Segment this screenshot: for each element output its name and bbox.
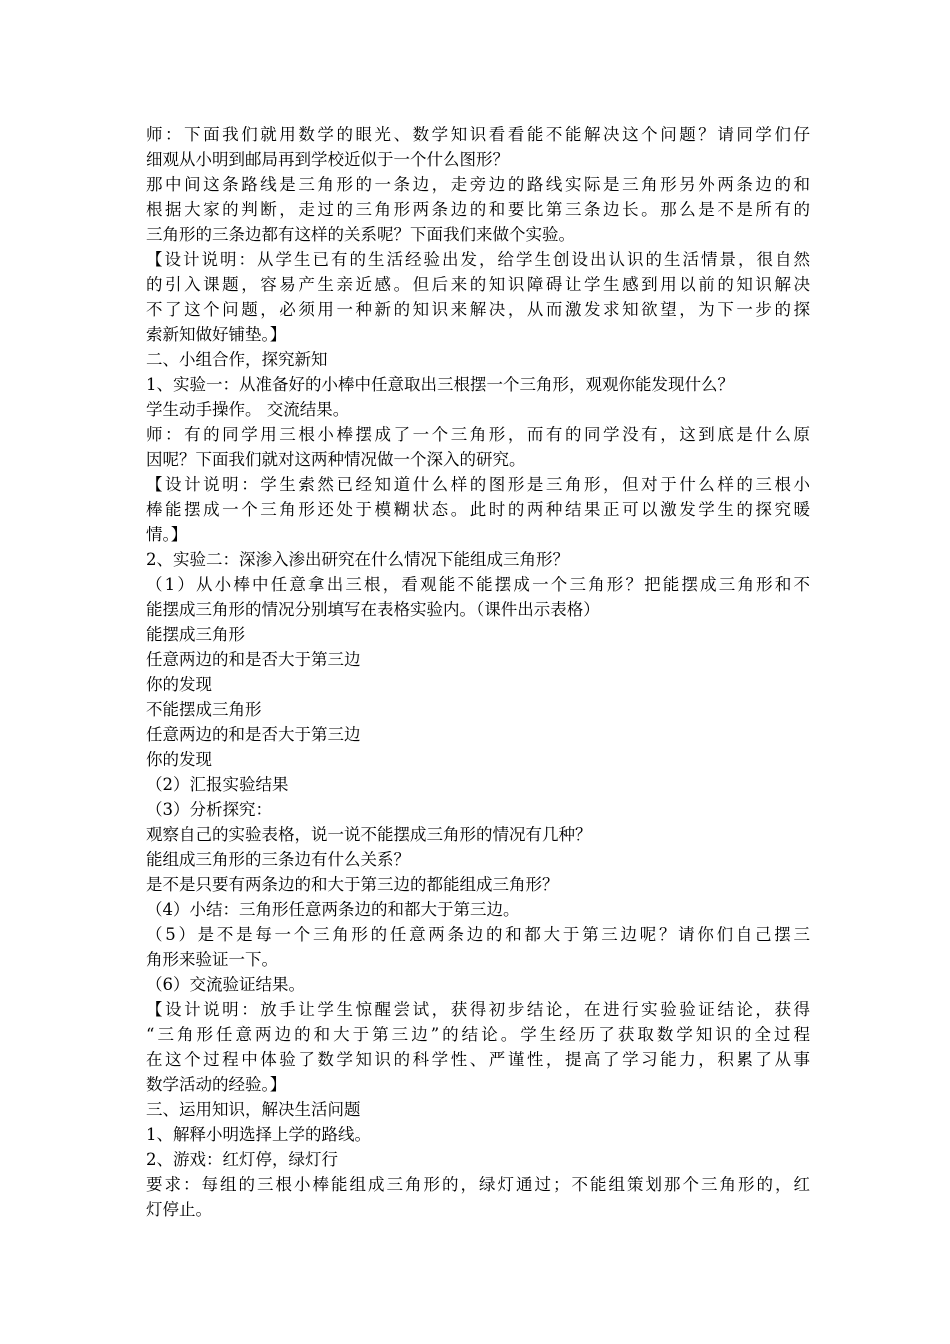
text-line: 索新知做好铺垫。】: [146, 325, 287, 344]
paragraph: [146, 397, 810, 422]
text-line: 二、小组合作，探究新知: [146, 350, 328, 369]
text-line: 棒能摆成一个三角形还处于模糊状态。此时的两种结果正可以激发学生的探究暖: [146, 500, 810, 519]
text-line: 在这个过程中体验了数学知识的科学性、严谨性，提高了学习能力，积累了从事: [146, 1050, 810, 1069]
text-line: 你的发现: [146, 675, 212, 694]
text-line: 能摆成三角形的情况分别填写在表格实验内。（课件出示表格）: [146, 600, 600, 619]
text-line: 1、实验一：从准备好的小棒中任意取出三根摆一个三角形，观观你能发现什么？: [146, 375, 734, 394]
text-line: 不了这个问题，必须用一种新的知识来解决，从而激发求知欲望，为下一步的探: [146, 300, 810, 319]
text-line: 灯停止。: [146, 1200, 212, 1219]
paragraph: [146, 822, 810, 847]
document-page: [146, 122, 810, 1222]
paragraph: [146, 1097, 810, 1122]
text-line: 要求：每组的三根小棒能组成三角形的，绿灯通过；不能组策划那个三角形的，红: [146, 1175, 810, 1194]
text-line: 是不是只要有两条边的和大于第三边的都能组成三角形？: [146, 875, 559, 894]
text-line: 2、实验二：深渗入渗出研究在什么情况下能组成三角形？: [146, 550, 569, 569]
paragraph: [146, 1172, 810, 1222]
paragraph: [146, 122, 810, 172]
text-line: 根据大家的判断，走过的三角形两条边的和要比第三条边长。那么是不是所有的: [146, 200, 810, 219]
text-line: 任意两边的和是否大于第三边: [146, 650, 361, 669]
text-line: （4）小结：三角形任意两条边的和都大于第三边。: [146, 900, 520, 919]
text-line: 学生动手操作。 交流结果。: [146, 400, 350, 419]
text-line: 师：下面我们就用数学的眼光、数学知识看看能不能解决这个问题？请同学们仔: [146, 125, 810, 144]
paragraph: [146, 872, 810, 897]
paragraph: [146, 672, 810, 697]
paragraph: [146, 997, 810, 1097]
paragraph: [146, 647, 810, 672]
text-line: 的引入课题，容易产生亲近感。但后来的知识障碍让学生感到用以前的知识解决: [146, 275, 810, 294]
text-line: 细观从小明到邮局再到学校近似于一个什么图形？: [146, 150, 509, 169]
paragraph: [146, 472, 810, 547]
text-line: 情。】: [146, 525, 188, 544]
text-line: “三角形任意两边的和大于第三边”的结论。学生经历了获取数学知识的全过程: [146, 1025, 810, 1044]
text-line: 角形来验证一下。: [146, 950, 278, 969]
paragraph: [146, 972, 810, 997]
paragraph: [146, 722, 810, 747]
paragraph: [146, 422, 810, 472]
paragraph: [146, 697, 810, 722]
text-line: （6）交流验证结果。: [146, 975, 305, 994]
text-line: 1、解释小明选择上学的路线。: [146, 1125, 371, 1144]
text-line: （3）分析探究：: [146, 800, 272, 819]
paragraph: [146, 247, 810, 347]
paragraph: [146, 747, 810, 772]
paragraph: [146, 847, 810, 872]
paragraph: [146, 772, 810, 797]
text-line: 你的发现: [146, 750, 212, 769]
text-line: 数学活动的经验。】: [146, 1075, 287, 1094]
text-line: 2、游戏：红灯停，绿灯行: [146, 1150, 338, 1169]
text-line: 观察自己的实验表格，说一说不能摆成三角形的情况有几种？: [146, 825, 592, 844]
text-line: 能组成三角形的三条边有什么关系？: [146, 850, 410, 869]
text-line: 因呢？下面我们就对这两种情况做一个深入的研究。: [146, 450, 526, 469]
text-line: 不能摆成三角形: [146, 700, 262, 719]
text-line: 【设计说明：学生索然已经知道什么样的图形是三角形，但对于什么样的三根小: [146, 475, 810, 494]
paragraph: [146, 797, 810, 822]
text-line: 三角形的三条边都有这样的关系呢？下面我们来做个实验。: [146, 225, 575, 244]
text-line: （2）汇报实验结果: [146, 775, 289, 794]
text-line: 【设计说明：放手让学生惊醒尝试，获得初步结论，在进行实验验证结论，获得: [146, 1000, 810, 1019]
paragraph: [146, 622, 810, 647]
text-line: 三、运用知识，解决生活问题: [146, 1100, 361, 1119]
text-line: （1）从小棒中任意拿出三根，看观能不能摆成一个三角形？把能摆成三角形和不: [146, 575, 810, 594]
paragraph: [146, 547, 810, 572]
paragraph: [146, 372, 810, 397]
paragraph: [146, 1122, 810, 1147]
text-line: 能摆成三角形: [146, 625, 245, 644]
paragraph: [146, 347, 810, 372]
text-line: 任意两边的和是否大于第三边: [146, 725, 361, 744]
paragraph: [146, 922, 810, 972]
paragraph: [146, 897, 810, 922]
text-line: 【设计说明：从学生已有的生活经验出发，给学生创设出认识的生活情景，很自然: [146, 250, 810, 269]
paragraph: [146, 572, 810, 622]
paragraph: [146, 1147, 810, 1172]
text-line: （5）是不是每一个三角形的任意两条边的和都大于第三边呢？请你们自己摆三: [146, 925, 810, 944]
text-line: 师：有的同学用三根小棒摆成了一个三角形，而有的同学没有，这到底是什么原: [146, 425, 810, 444]
text-line: 那中间这条路线是三角形的一条边，走旁边的路线实际是三角形另外两条边的和: [146, 175, 810, 194]
paragraph: [146, 172, 810, 247]
